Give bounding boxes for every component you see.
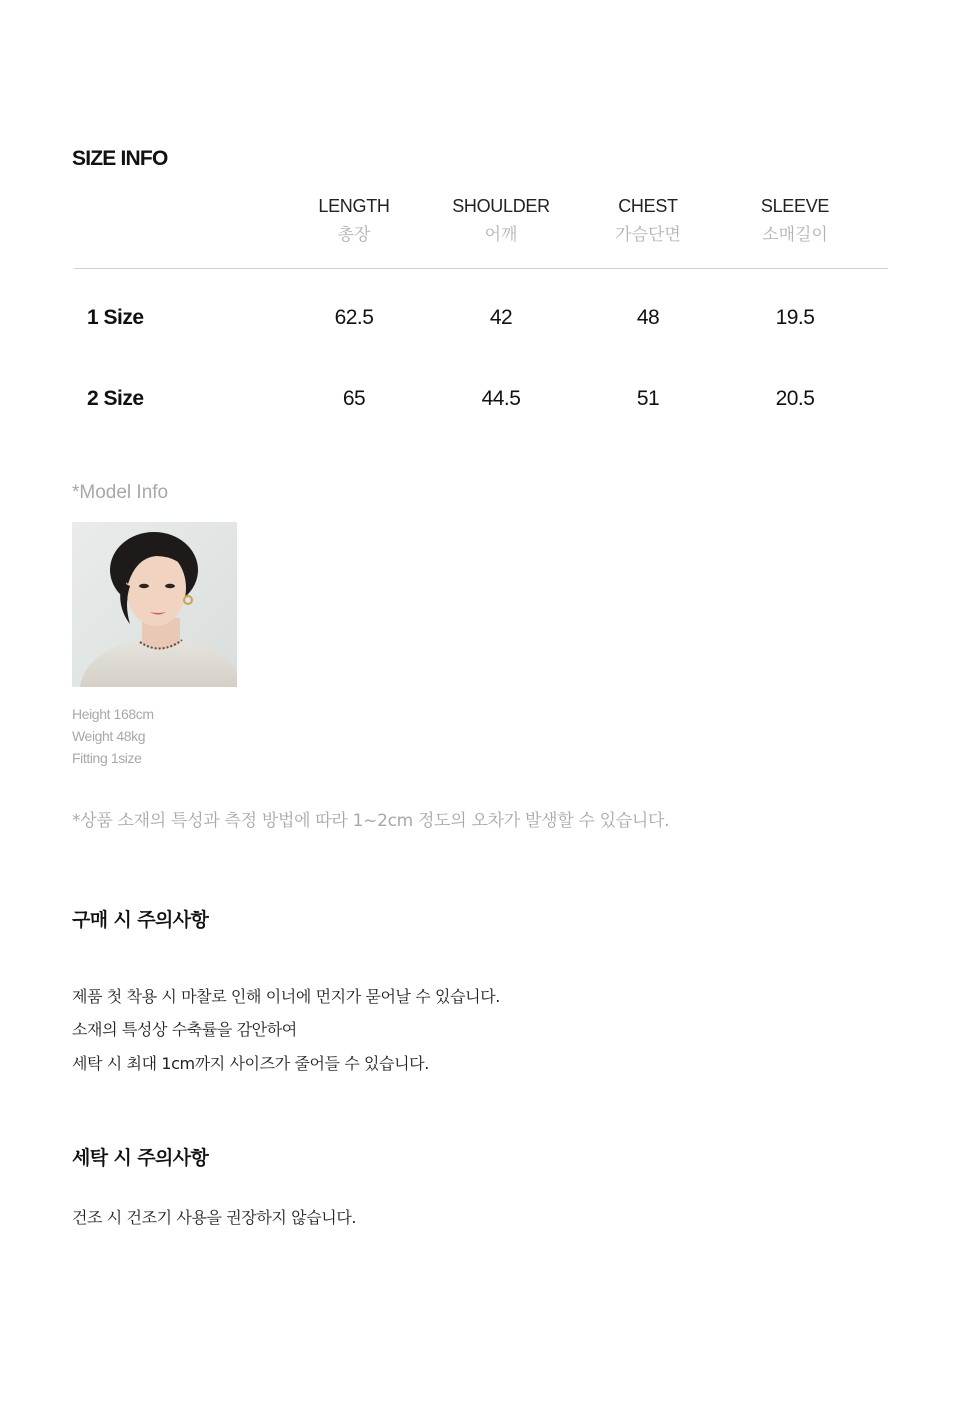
table-cell: 62.5 — [334, 306, 374, 329]
column-header-ko: 가슴단면 — [615, 225, 681, 245]
table-cell: 65 — [342, 387, 366, 410]
measurement-notice: *상품 소재의 특성과 측정 방법에 따라 1~2cm 정도의 오차가 발생할 수 있습니다. — [72, 811, 670, 831]
table-cell: 48 — [636, 306, 660, 329]
row-label-size-2: 2 Size — [87, 387, 144, 410]
table-cell: 19.5 — [775, 306, 815, 329]
model-weight: Weight 48kg — [72, 728, 146, 744]
column-header-en: SLEEVE — [760, 196, 830, 216]
column-header-en: CHEST — [618, 196, 678, 216]
purchase-caution-line: 세탁 시 최대 1cm까지 사이즈가 줄어들 수 있습니다. — [72, 1054, 429, 1073]
purchase-caution-line: 제품 첫 착용 시 마찰로 인해 이너에 먼지가 묻어날 수 있습니다. — [72, 987, 500, 1006]
model-fitting: Fitting 1size — [72, 750, 142, 766]
column-header-ko: 총장 — [337, 225, 371, 245]
model-height: Height 168cm — [72, 706, 154, 722]
column-header-en: LENGTH — [318, 196, 390, 216]
column-header-en: SHOULDER — [452, 196, 550, 216]
model-photo — [72, 522, 237, 687]
table-divider — [74, 268, 888, 269]
table-cell: 51 — [636, 387, 660, 410]
table-cell: 20.5 — [775, 387, 815, 410]
column-header-chest — [575, 196, 721, 244]
washing-caution-line: 건조 시 건조기 사용을 권장하지 않습니다. — [72, 1208, 357, 1227]
table-cell: 44.5 — [481, 387, 521, 410]
purchase-caution-title: 구매 시 주의사항 — [72, 909, 209, 931]
row-label-size-1: 1 Size — [87, 306, 144, 329]
column-header-sleeve — [722, 196, 868, 244]
purchase-caution-line: 소재의 특성상 수축률을 감안하여 — [72, 1020, 297, 1039]
column-header-ko: 어깨 — [484, 225, 518, 245]
column-header-shoulder — [428, 196, 574, 244]
column-header-length — [281, 196, 427, 244]
table-cell: 42 — [489, 306, 513, 329]
column-header-ko: 소매길이 — [762, 225, 828, 245]
page-title: SIZE INFO — [72, 147, 168, 170]
washing-caution-title: 세탁 시 주의사항 — [72, 1147, 209, 1169]
model-info-title: *Model Info — [72, 482, 169, 503]
